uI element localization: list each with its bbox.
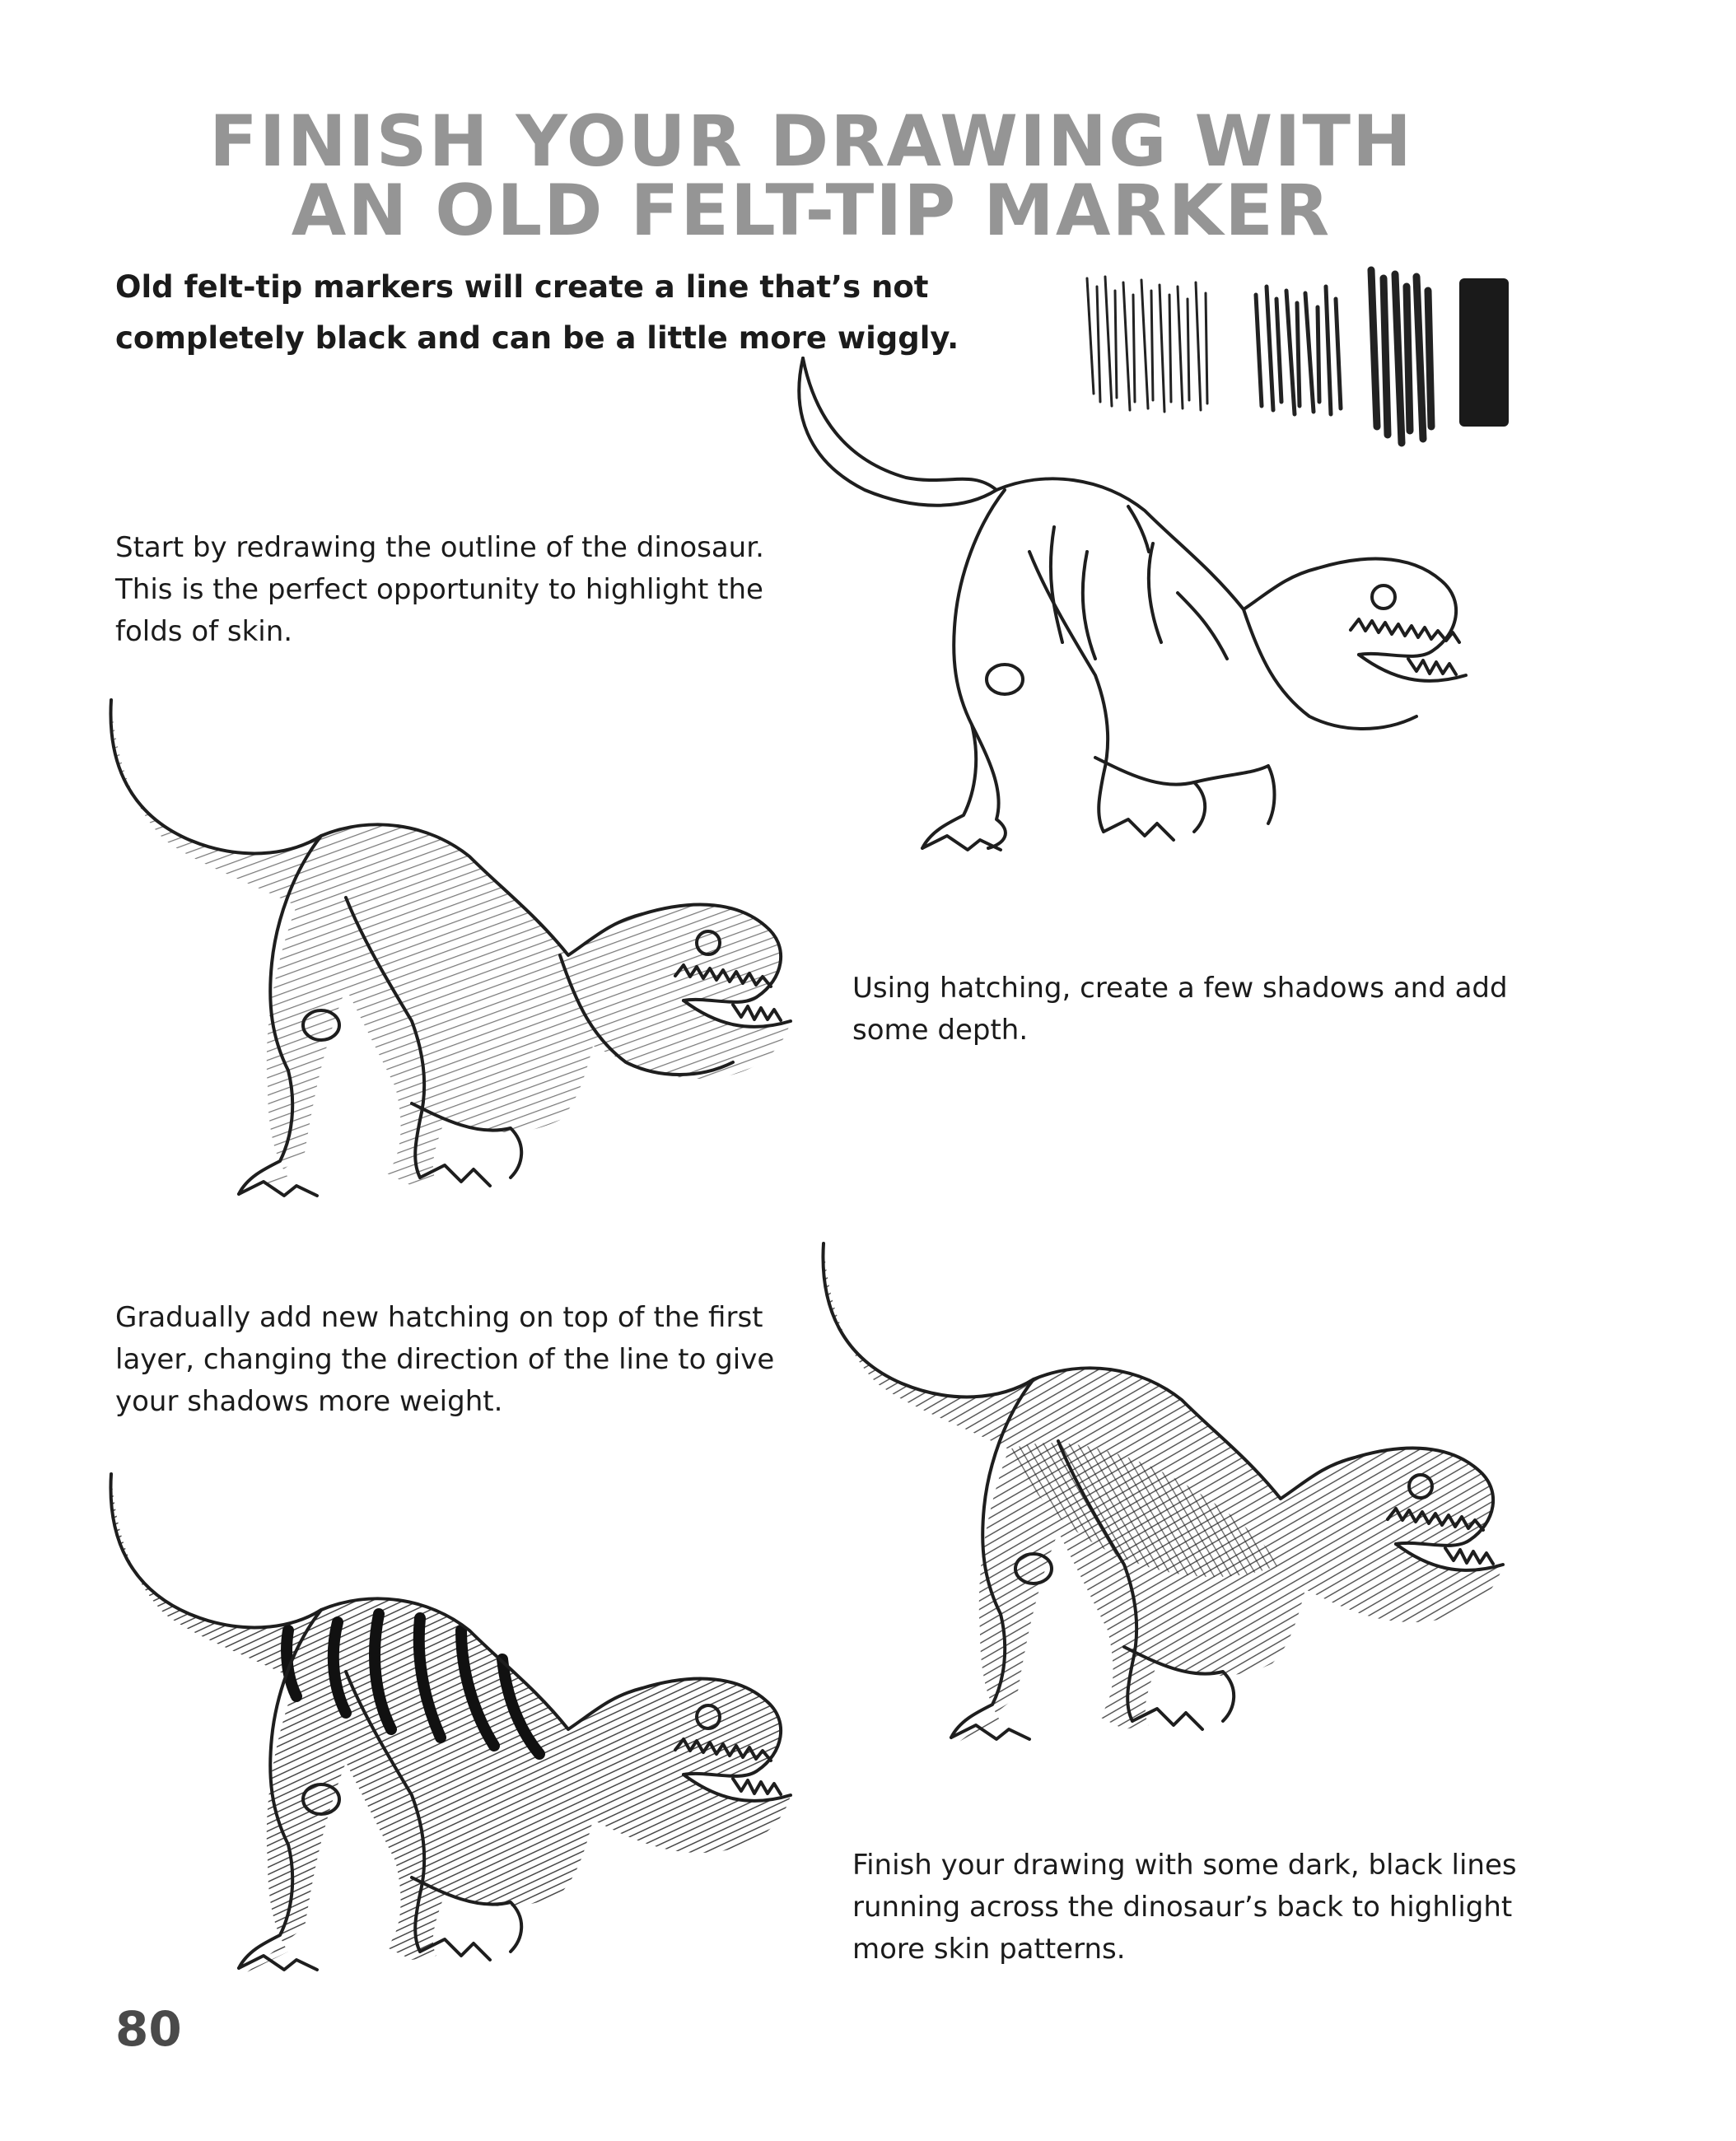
dinosaur-final-illustration: [99, 1466, 840, 1993]
step-4-text: Finish your drawing with some dark, black lines running across the dinosaur’s back to highlight more skin patterns.: [852, 1849, 1517, 1966]
step-3-text: Gradually add new hatching on top of the first layer, changing the direction of the line to give your shadows more weight.: [115, 1301, 775, 1418]
dinosaur-hatching-illustration: [99, 692, 840, 1219]
dinosaur-outline-illustration: [782, 346, 1524, 873]
step-2-text: Using hatching, create a few shadows and add some depth.: [852, 972, 1508, 1047]
step-1-text: Start by redrawing the outline of the dinosaur. This is the perfect opportunity to highlight the folds of skin.: [115, 531, 764, 648]
page-number: 80: [115, 2001, 182, 2057]
intro-paragraph: Old felt-tip markers will create a line that’s not completely black and can be a little more wiggly.: [115, 269, 959, 356]
dinosaur-cross-hatching-illustration: [811, 1235, 1552, 1762]
page-title: FINISH YOUR DRAWING WITH AN OLD FELT-TIP MARKER: [208, 100, 1414, 252]
